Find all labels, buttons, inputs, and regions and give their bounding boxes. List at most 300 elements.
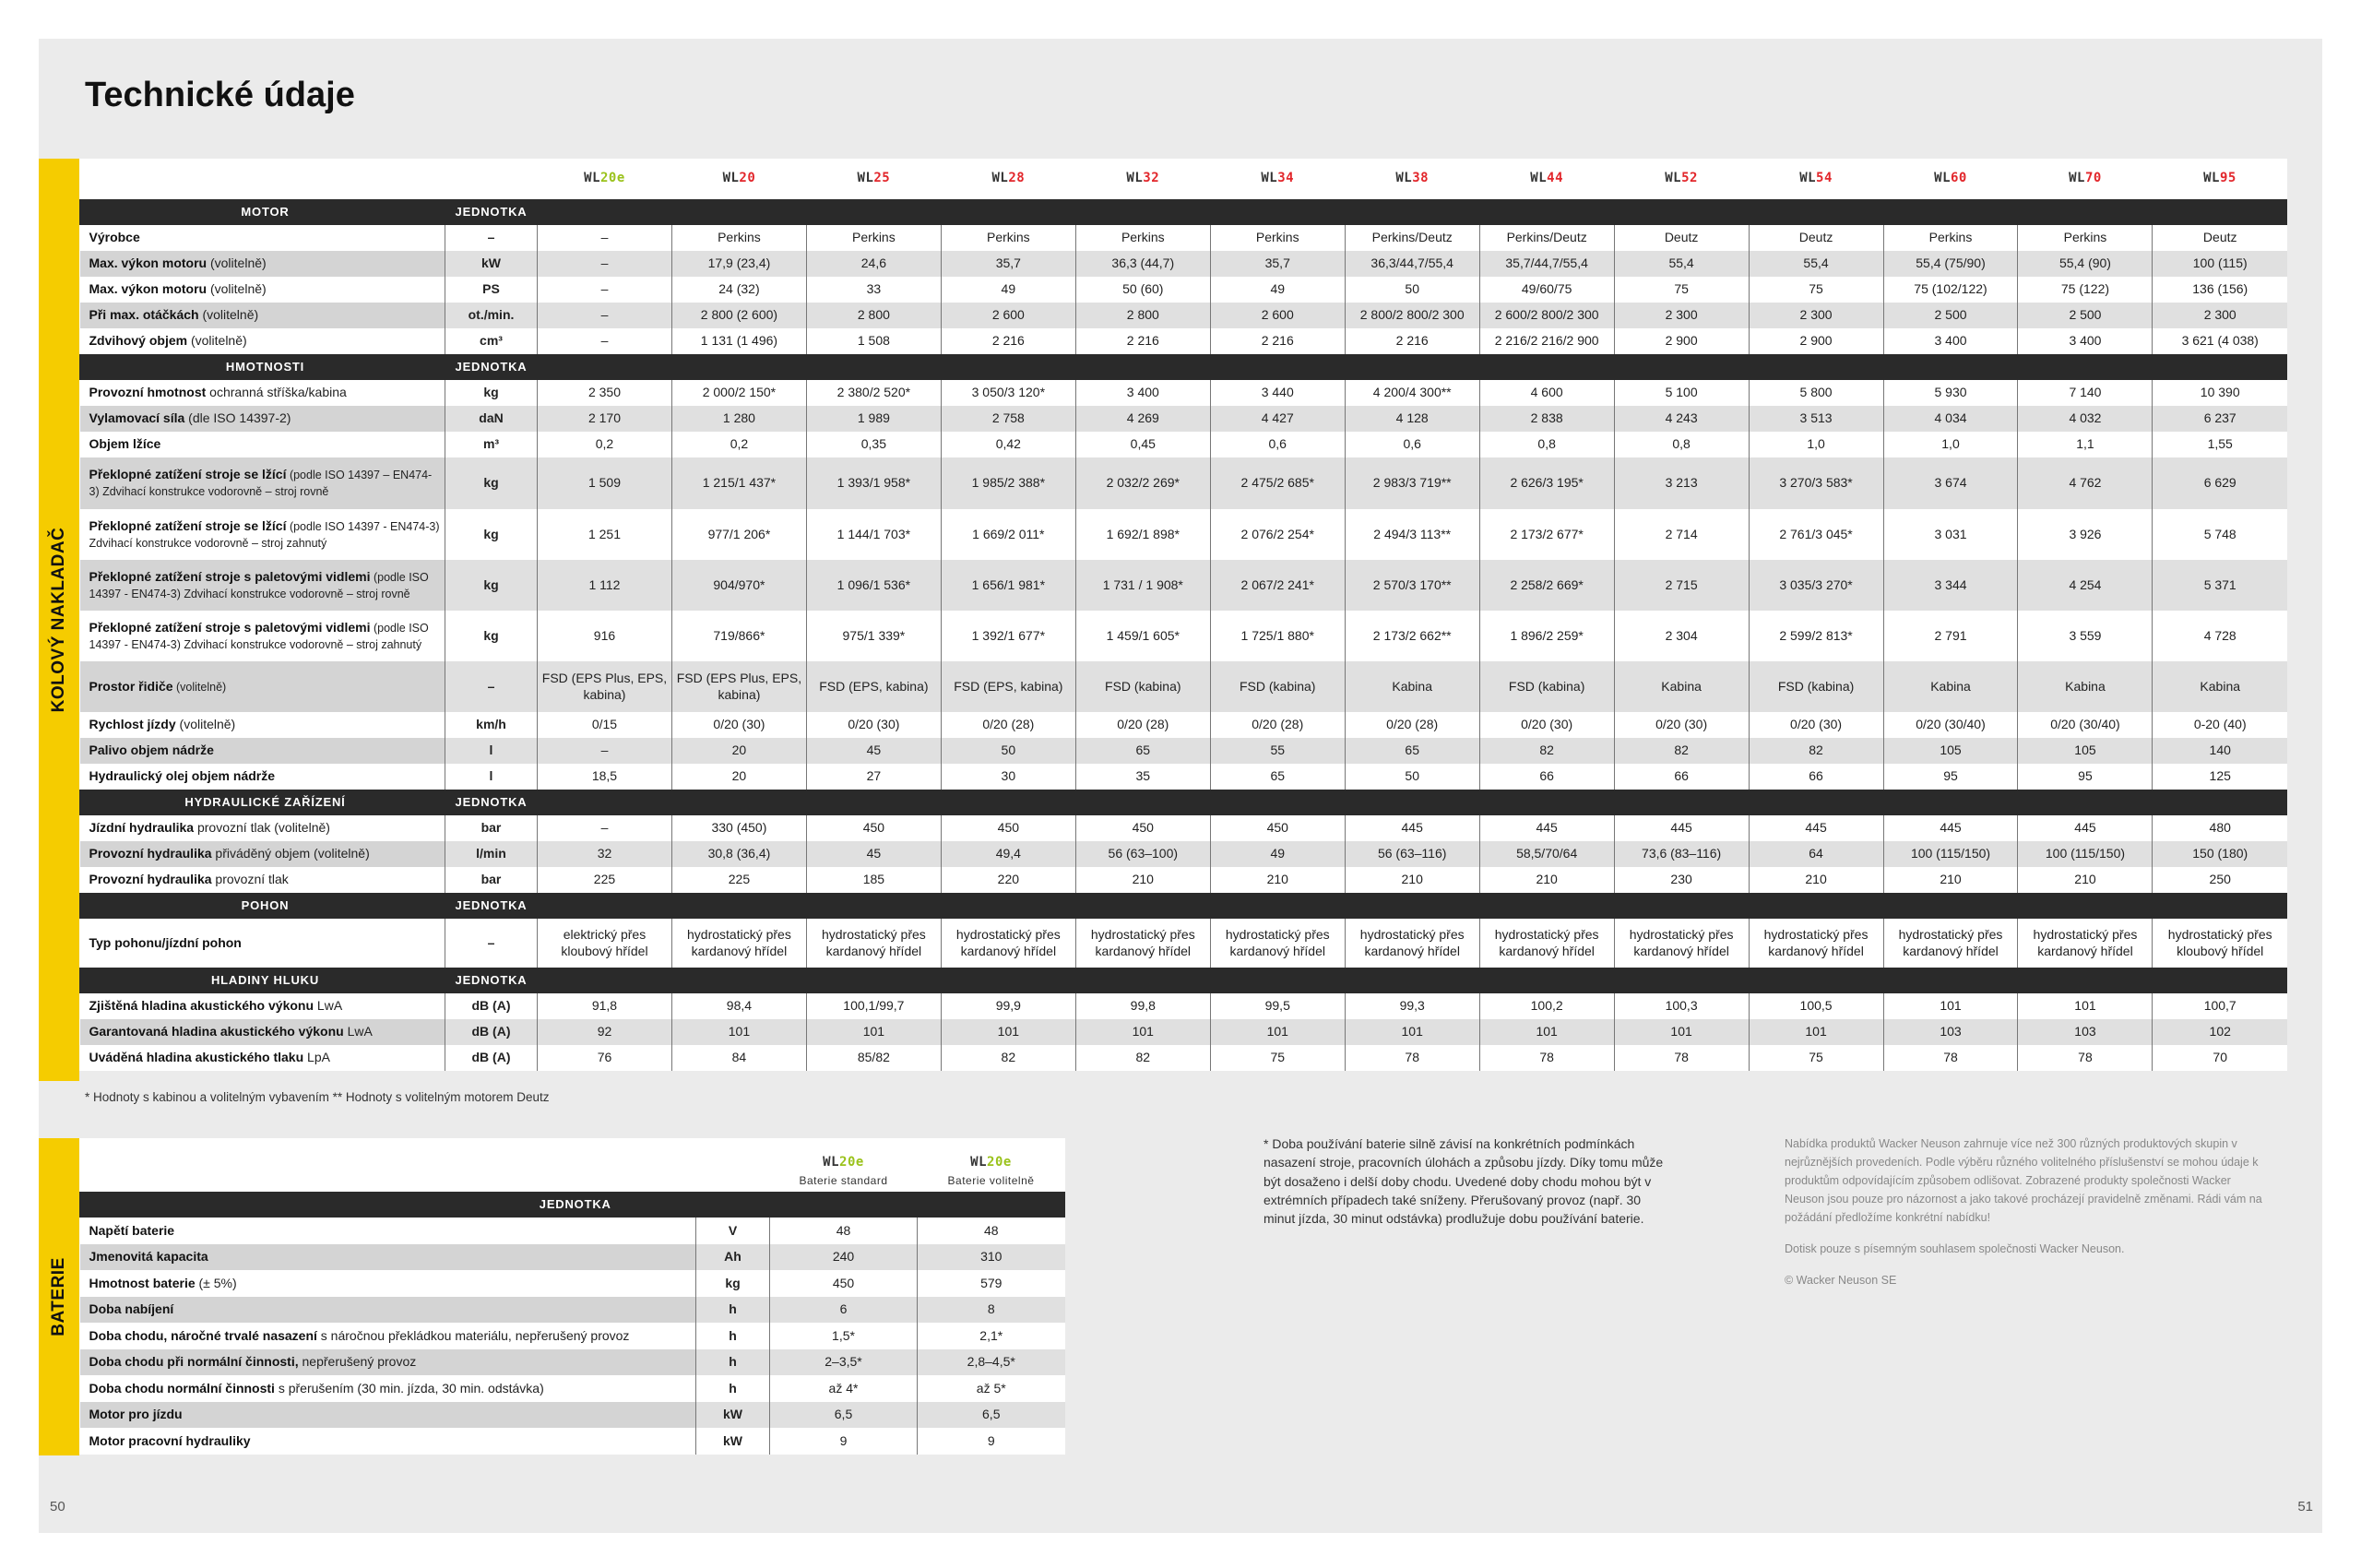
- spec-value: 17,9 (23,4): [671, 251, 806, 277]
- battery-row: [80, 1244, 1065, 1271]
- spec-value: 2 173/2 677*: [1479, 509, 1614, 560]
- model-suffix: 34: [1277, 171, 1295, 186]
- spec-value: 185: [806, 867, 941, 893]
- spec-label: [80, 738, 445, 764]
- spec-value: 100 (115/150): [1883, 841, 2018, 867]
- spec-value: 100 (115): [2153, 251, 2287, 277]
- spec-label-note: LwA: [314, 998, 343, 1014]
- spec-value: hydrostatický přes kardanový hřídel: [1749, 919, 1883, 968]
- spec-unit: Ah: [696, 1244, 770, 1271]
- spec-value: 101: [1883, 993, 2018, 1019]
- spec-value: 1 251: [538, 509, 672, 560]
- spec-unit: –: [445, 919, 538, 968]
- spec-unit: h: [696, 1323, 770, 1349]
- spec-unit: h: [696, 1349, 770, 1376]
- spec-row: [80, 764, 2288, 790]
- battery-row: [80, 1323, 1065, 1349]
- spec-value: 99,3: [1345, 993, 1479, 1019]
- spec-value: 101: [1210, 1019, 1345, 1045]
- spec-label-note: LwA: [343, 1024, 373, 1039]
- spec-row: [80, 328, 2288, 354]
- spec-value: 101: [1614, 1019, 1749, 1045]
- spec-label: [80, 1045, 445, 1071]
- spec-value: 2 067/2 241*: [1210, 560, 1345, 611]
- spec-row: [80, 457, 2288, 509]
- spec-value: 0,8: [1479, 432, 1614, 457]
- header-spacer: [80, 159, 445, 199]
- section-filler: [538, 790, 2288, 815]
- spec-value: hydrostatický přes kloubový hřídel: [2153, 919, 2287, 968]
- spec-value: 18,5: [538, 764, 672, 790]
- spec-value: 1 989: [806, 406, 941, 432]
- spec-value: 55: [1210, 738, 1345, 764]
- model-suffix: 20e: [839, 1154, 864, 1170]
- spec-value: 0/20 (30): [1614, 712, 1749, 738]
- spec-value: 2 380/2 520*: [806, 380, 941, 406]
- spec-value: 4 600: [1479, 380, 1614, 406]
- spec-label-note: (podle ISO 14397 - EN474-3) Zdvihací konstrukce vodorovně – stroj zahnutý: [89, 621, 429, 651]
- spec-unit: kg: [445, 457, 538, 509]
- spec-label-note: LpA: [303, 1050, 330, 1065]
- spec-value: 904/970*: [671, 560, 806, 611]
- spec-value: 66: [1479, 764, 1614, 790]
- spec-unit: bar: [445, 867, 538, 893]
- spec-value: Kabina: [2153, 661, 2287, 712]
- spec-value: Kabina: [1883, 661, 2018, 712]
- spec-value: 2 300: [1614, 303, 1749, 328]
- spec-unit: daN: [445, 406, 538, 432]
- spec-label: [80, 328, 445, 354]
- spec-value: 55,4: [1749, 251, 1883, 277]
- model-prefix: WL: [857, 171, 874, 186]
- model-prefix: WL: [584, 171, 600, 186]
- spec-row: [80, 432, 2288, 457]
- model-suffix: 52: [1681, 171, 1698, 186]
- spec-row: [80, 1045, 2288, 1071]
- spec-value: 719/866*: [671, 611, 806, 661]
- spec-value: 20: [671, 738, 806, 764]
- spec-label: [80, 457, 445, 509]
- spec-value: 2 258/2 669*: [1479, 560, 1614, 611]
- spec-value: 4 034: [1883, 406, 2018, 432]
- spec-value: 75: [1614, 277, 1749, 303]
- spec-value: 210: [1479, 867, 1614, 893]
- section-unit-label: JEDNOTKA: [445, 893, 538, 919]
- spec-unit: km/h: [445, 712, 538, 738]
- spec-value: 136 (156): [2153, 277, 2287, 303]
- spec-value: elektrický přes kloubový hřídel: [538, 919, 672, 968]
- spec-label-note: nepřerušený provoz: [298, 1354, 417, 1369]
- spec-value: 58,5/70/64: [1479, 841, 1614, 867]
- spec-value: 102: [2153, 1019, 2287, 1045]
- spec-row: [80, 712, 2288, 738]
- spec-value: 1 656/1 981*: [941, 560, 1075, 611]
- spec-value: 2 800 (2 600): [671, 303, 806, 328]
- battery-row: [80, 1270, 1065, 1297]
- spec-unit: ot./min.: [445, 303, 538, 328]
- section-header-noise: [80, 968, 2288, 993]
- spec-unit: dB (A): [445, 1019, 538, 1045]
- spec-value: 35,7: [941, 251, 1075, 277]
- spec-value: 56 (63–116): [1345, 841, 1479, 867]
- spec-row: [80, 738, 2288, 764]
- spec-value: 95: [2018, 764, 2153, 790]
- side-band-wheel-loader: [39, 159, 79, 1081]
- spec-unit: kg: [445, 509, 538, 560]
- spec-unit: kW: [445, 251, 538, 277]
- battery-row: [80, 1428, 1065, 1455]
- spec-value: Deutz: [1749, 225, 1883, 251]
- section-filler: [538, 354, 2288, 380]
- spec-unit: kW: [696, 1428, 770, 1455]
- spec-value: 3 621 (4 038): [2153, 328, 2287, 354]
- spec-value: 2 475/2 685*: [1210, 457, 1345, 509]
- spec-value: 1 096/1 536*: [806, 560, 941, 611]
- spec-value: 2,8–4,5*: [918, 1349, 1065, 1376]
- spec-value: 3 513: [1749, 406, 1883, 432]
- spec-value: 66: [1614, 764, 1749, 790]
- spec-value: 225: [538, 867, 672, 893]
- spec-row: [80, 611, 2288, 661]
- spec-value: 101: [1749, 1019, 1883, 1045]
- spec-value: 579: [918, 1270, 1065, 1297]
- spec-value: 78: [1883, 1045, 2018, 1071]
- spec-value: 65: [1210, 764, 1345, 790]
- spec-row: [80, 1019, 2288, 1045]
- spec-value: 82: [941, 1045, 1075, 1071]
- spec-value: 445: [1749, 815, 1883, 841]
- spec-label-note: provozní tlak: [211, 872, 289, 887]
- model-name: [941, 159, 1075, 199]
- spec-value: 0/20 (30): [1479, 712, 1614, 738]
- spec-value: hydrostatický přes kardanový hřídel: [806, 919, 941, 968]
- spec-value: 101: [671, 1019, 806, 1045]
- spec-value: 2 173/2 662**: [1345, 611, 1479, 661]
- spec-value: 9: [770, 1428, 918, 1455]
- spec-value: 2,1*: [918, 1323, 1065, 1349]
- spec-value: 4 427: [1210, 406, 1345, 432]
- spec-label: [80, 1402, 696, 1429]
- spec-value: 2 076/2 254*: [1210, 509, 1345, 560]
- spec-value: 445: [1479, 815, 1614, 841]
- spec-value: 445: [2018, 815, 2153, 841]
- spec-value: 2 570/3 170**: [1345, 560, 1479, 611]
- battery-variant-label: Baterie volitelně: [947, 1174, 1035, 1187]
- spec-value: 75: [1210, 1045, 1345, 1071]
- spec-label: [80, 661, 445, 712]
- spec-value: 101: [2018, 993, 2153, 1019]
- spec-value: 150 (180): [2153, 841, 2287, 867]
- spec-value: 70: [2153, 1045, 2287, 1071]
- spec-value: 6 629: [2153, 457, 2287, 509]
- model-suffix: 44: [1547, 171, 1563, 186]
- spec-value: 1,0: [1749, 432, 1883, 457]
- section-unit-label: JEDNOTKA: [445, 968, 538, 993]
- spec-label: [80, 1244, 696, 1271]
- spec-row: [80, 277, 2288, 303]
- spec-value: 2 800/2 800/2 300: [1345, 303, 1479, 328]
- spec-value: 2 715: [1614, 560, 1749, 611]
- spec-value: 240: [770, 1244, 918, 1271]
- spec-label: [80, 919, 445, 968]
- spec-value: 445: [1614, 815, 1749, 841]
- spec-value: Perkins: [1883, 225, 2018, 251]
- spec-value: 0/20 (28): [1210, 712, 1345, 738]
- spec-label-bold: Napětí baterie: [89, 1222, 175, 1238]
- spec-label-note: (volitelně): [198, 307, 259, 323]
- spec-label: [80, 251, 445, 277]
- spec-value: 0,2: [538, 432, 672, 457]
- model-suffix: 20: [739, 171, 756, 186]
- legal-copyright: © Wacker Neuson SE: [1785, 1274, 1897, 1287]
- spec-value: 0/20 (30): [1749, 712, 1883, 738]
- spec-value: 100,3: [1614, 993, 1749, 1019]
- spec-value: 310: [918, 1244, 1065, 1271]
- spec-unit: V: [696, 1218, 770, 1244]
- spec-value: 1 985/2 388*: [941, 457, 1075, 509]
- spec-value: Perkins: [806, 225, 941, 251]
- spec-value: 1 725/1 880*: [1210, 611, 1345, 661]
- spec-label: [80, 303, 445, 328]
- spec-value: 49/60/75: [1479, 277, 1614, 303]
- spec-value: 5 100: [1614, 380, 1749, 406]
- spec-label: [80, 611, 445, 661]
- spec-value: 2 983/3 719**: [1345, 457, 1479, 509]
- spec-value: 330 (450): [671, 815, 806, 841]
- spec-value: 49: [941, 277, 1075, 303]
- spec-value: 65: [1075, 738, 1210, 764]
- spec-value: –: [538, 303, 672, 328]
- spec-value: FSD (kabina): [1479, 661, 1614, 712]
- spec-label-bold: Prostor řidiče: [89, 678, 173, 694]
- spec-value: 210: [1883, 867, 2018, 893]
- spec-value: 5 371: [2153, 560, 2287, 611]
- model-name: [806, 159, 941, 199]
- spec-value: 975/1 339*: [806, 611, 941, 661]
- spec-value: FSD (kabina): [1210, 661, 1345, 712]
- spec-value: 78: [1345, 1045, 1479, 1071]
- spec-label-bold: Překlopné zatížení stroje se lžící: [89, 467, 287, 482]
- spec-value: 2 600: [1210, 303, 1345, 328]
- spec-value: 3 213: [1614, 457, 1749, 509]
- spec-label-bold: Doba chodu, náročné trvalé nasazení: [89, 1327, 317, 1343]
- spec-value: 445: [1883, 815, 2018, 841]
- spec-value: 1,55: [2153, 432, 2287, 457]
- section-filler: [538, 199, 2288, 225]
- section-header-drive: [80, 893, 2288, 919]
- spec-value: 5 930: [1883, 380, 2018, 406]
- spec-value: 50: [1345, 277, 1479, 303]
- model-suffix: 25: [873, 171, 891, 186]
- battery-note: * Doba používání baterie silně závisí na konkrétních podmínkách nasazení stroje, pracovních úlohách a způsobu jízdy. Díky tomu může být dosaženo i delší doby chodu. Uvedené doby chodu mohou být v extrémních případech také sníženy. Přerušovaný provoz (např. 30 minut jízda, 30 minut odstávka) prodlužuje dobu používání baterie.: [1264, 1136, 1664, 1227]
- spec-value: 101: [806, 1019, 941, 1045]
- spec-value: Kabina: [1345, 661, 1479, 712]
- spec-row: [80, 251, 2288, 277]
- model-suffix: 70: [2084, 171, 2102, 186]
- model-prefix: WL: [1799, 171, 1817, 186]
- section-unit-label: JEDNOTKA: [445, 354, 538, 380]
- spec-value: 82: [1075, 1045, 1210, 1071]
- spec-value: 0,8: [1614, 432, 1749, 457]
- header-spacer: [445, 159, 538, 199]
- spec-label-note: přiváděný objem (volitelně): [211, 846, 370, 861]
- page-title: Technické údaje: [85, 76, 355, 114]
- section-filler: [538, 893, 2288, 919]
- spec-unit: –: [445, 661, 538, 712]
- spec-value: 78: [2018, 1045, 2153, 1071]
- spec-value: 4 762: [2018, 457, 2153, 509]
- spec-label-bold: Max. výkon motoru: [89, 255, 208, 271]
- spec-label-bold: Max. výkon motoru: [89, 281, 208, 297]
- spec-value: 105: [2018, 738, 2153, 764]
- section-title: HMOTNOSTI: [80, 354, 445, 380]
- spec-value: 450: [941, 815, 1075, 841]
- header-spacer: [696, 1138, 770, 1192]
- page-number-right: 51: [2297, 1499, 2313, 1515]
- spec-value: 105: [1883, 738, 2018, 764]
- section-header-hydraulics: [80, 790, 2288, 815]
- spec-value: 0/20 (30/40): [1883, 712, 2018, 738]
- section-filler: [538, 968, 2288, 993]
- spec-value: –: [538, 328, 672, 354]
- spec-value: 2 216: [1075, 328, 1210, 354]
- spec-value: 75 (122): [2018, 277, 2153, 303]
- spec-value: 6: [770, 1297, 918, 1324]
- spec-value: 82: [1749, 738, 1883, 764]
- spec-value: 2 216: [1345, 328, 1479, 354]
- spec-value: 100 (115/150): [2018, 841, 2153, 867]
- spec-value: 85/82: [806, 1045, 941, 1071]
- spec-label-note: (volitelně): [172, 680, 227, 694]
- spec-value: 92: [538, 1019, 672, 1045]
- spec-value: 2 791: [1883, 611, 2018, 661]
- spec-value: 6,5: [918, 1402, 1065, 1429]
- spec-label-bold: Hmotnost baterie: [89, 1275, 196, 1290]
- section-unit-label: JEDNOTKA: [445, 199, 538, 225]
- spec-value: 6 237: [2153, 406, 2287, 432]
- spec-value: 30: [941, 764, 1075, 790]
- spec-label-note: (dle ISO 14397-2): [184, 410, 291, 426]
- battery-model-name: [918, 1138, 1065, 1192]
- spec-value: 2 626/3 195*: [1479, 457, 1614, 509]
- model-suffix: 20e: [987, 1154, 1012, 1170]
- spec-row: [80, 841, 2288, 867]
- spec-value: 4 128: [1345, 406, 1479, 432]
- spec-value: 1 508: [806, 328, 941, 354]
- spec-row: [80, 661, 2288, 712]
- section-title: HYDRAULICKÉ ZAŘÍZENÍ: [80, 790, 445, 815]
- spec-value: 0,6: [1210, 432, 1345, 457]
- spec-unit: dB (A): [445, 1045, 538, 1071]
- spec-value: 4 243: [1614, 406, 1749, 432]
- spec-value: 76: [538, 1045, 672, 1071]
- spec-value: Perkins: [671, 225, 806, 251]
- model-name: [1075, 159, 1210, 199]
- spec-value: hydrostatický přes kardanový hřídel: [1614, 919, 1749, 968]
- spec-value: 73,6 (83–116): [1614, 841, 1749, 867]
- spec-label: [80, 560, 445, 611]
- spec-value: 55,4 (90): [2018, 251, 2153, 277]
- spec-label: [80, 815, 445, 841]
- spec-value: 75: [1749, 1045, 1883, 1071]
- battery-row: [80, 1375, 1065, 1402]
- spec-label: [80, 1297, 696, 1324]
- model-prefix: WL: [1126, 171, 1144, 186]
- spec-label-bold: Jmenovitá kapacita: [89, 1249, 208, 1264]
- spec-row: [80, 303, 2288, 328]
- spec-value: 2 216: [1210, 328, 1345, 354]
- spec-value: Perkins: [1210, 225, 1345, 251]
- spec-value: 49,4: [941, 841, 1075, 867]
- spec-label-bold: Zjištěná hladina akustického výkonu: [89, 998, 314, 1014]
- spec-value: Deutz: [1614, 225, 1749, 251]
- spec-value: 220: [941, 867, 1075, 893]
- spec-value: 49: [1210, 841, 1345, 867]
- spec-value: 1 392/1 677*: [941, 611, 1075, 661]
- spec-value: hydrostatický přes kardanový hřídel: [1883, 919, 2018, 968]
- spec-value: 1 459/1 605*: [1075, 611, 1210, 661]
- spec-unit: m³: [445, 432, 538, 457]
- spec-label: [80, 1019, 445, 1045]
- spec-value: 1 280: [671, 406, 806, 432]
- spec-value: 9: [918, 1428, 1065, 1455]
- spec-value: 210: [2018, 867, 2153, 893]
- spec-value: 0/20 (30/40): [2018, 712, 2153, 738]
- model-prefix: WL: [970, 1154, 988, 1170]
- spec-value: 450: [1075, 815, 1210, 841]
- spec-value: 2 300: [2153, 303, 2287, 328]
- model-prefix: WL: [991, 171, 1009, 186]
- spec-label: [80, 867, 445, 893]
- spec-value: 3 400: [1883, 328, 2018, 354]
- battery-model-name: [770, 1138, 918, 1192]
- spec-value: 78: [1614, 1045, 1749, 1071]
- spec-value: 2 500: [2018, 303, 2153, 328]
- spec-value: hydrostatický přes kardanový hřídel: [941, 919, 1075, 968]
- spec-value: 50 (60): [1075, 277, 1210, 303]
- battery-table: [79, 1138, 1065, 1455]
- spec-label-note: provozní tlak (volitelně): [194, 820, 330, 836]
- spec-unit: PS: [445, 277, 538, 303]
- spec-unit: cm³: [445, 328, 538, 354]
- spec-value: 99,8: [1075, 993, 1210, 1019]
- spec-value: 450: [1210, 815, 1345, 841]
- spec-value: 82: [1614, 738, 1749, 764]
- model-name: [1749, 159, 1883, 199]
- model-prefix: WL: [1261, 171, 1278, 186]
- spec-value: 78: [1479, 1045, 1614, 1071]
- model-name: [538, 159, 672, 199]
- spec-value: 0,6: [1345, 432, 1479, 457]
- spec-value: 0/20 (28): [941, 712, 1075, 738]
- model-prefix: WL: [823, 1154, 840, 1170]
- spec-label-bold: Palivo objem nádrže: [89, 742, 214, 758]
- spec-value: 3 031: [1883, 509, 2018, 560]
- spec-row: [80, 406, 2288, 432]
- spec-value: 445: [1345, 815, 1479, 841]
- model-suffix: 28: [1008, 171, 1026, 186]
- spec-value: 35,7: [1210, 251, 1345, 277]
- spec-unit: l: [445, 738, 538, 764]
- spec-label-note: ochranná stříška/kabina: [206, 385, 347, 400]
- spec-unit: kg: [696, 1270, 770, 1297]
- model-name: [1614, 159, 1749, 199]
- spec-value: 35,7/44,7/55,4: [1479, 251, 1614, 277]
- spec-label: [80, 277, 445, 303]
- spec-row: [80, 919, 2288, 968]
- spec-value: 82: [1479, 738, 1614, 764]
- spec-value: 1 112: [538, 560, 672, 611]
